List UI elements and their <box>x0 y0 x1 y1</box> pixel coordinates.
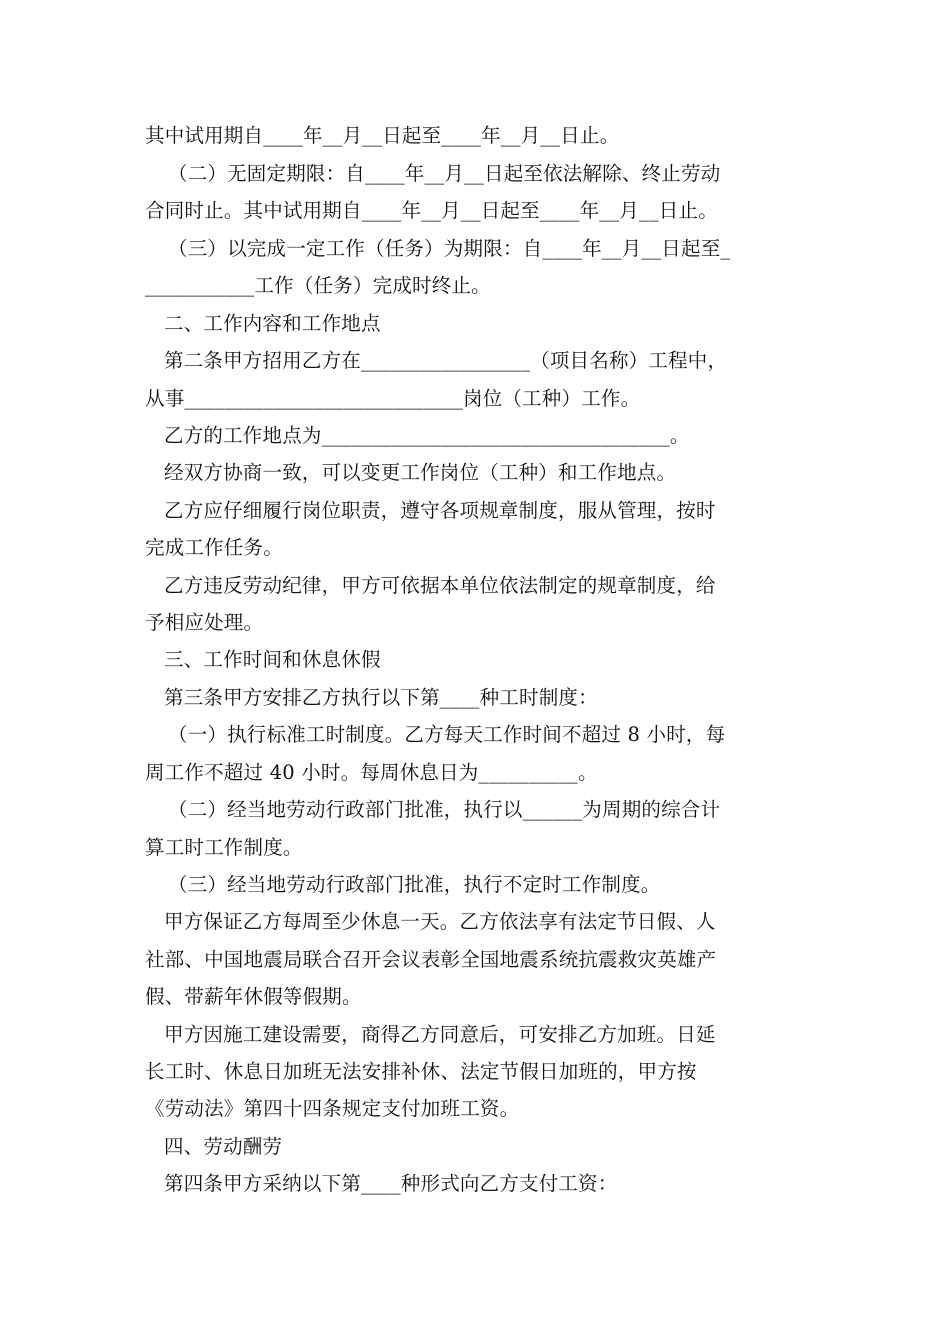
text-line: 乙方的工作地点为___________________________________。 <box>164 424 690 447</box>
text-line: 经双方协商一致，可以变更工作岗位（工种）和工作地点。 <box>164 461 677 484</box>
text-line: 甲方因施工建设需要，商得乙方同意后，可安排乙方加班。日延 <box>164 1023 716 1046</box>
text-line: 第二条甲方招用乙方在_________________（项目名称）工程中， <box>164 349 728 372</box>
text-line: ___________工作（任务）完成时终止。 <box>145 274 491 297</box>
text-line: （一）执行标准工时制度。乙方每天工作时间不超过 8 小时，每 <box>168 723 726 746</box>
text-line: 周工作不超过 40 小时。每周休息日为__________。 <box>145 761 598 784</box>
text-line: （二）经当地劳动行政部门批准，执行以______为周期的综合计 <box>168 798 721 821</box>
text-line: 完成工作任务。 <box>145 536 283 559</box>
text-line: 合同时止。其中试用期自____年__月__日起至____年__月__日止。 <box>145 199 718 222</box>
section-heading: 二、工作内容和工作地点 <box>164 312 381 335</box>
text-line: 第三条甲方安排乙方执行以下第____种工时制度： <box>164 686 598 709</box>
text-line: 第四条甲方采纳以下第____种形式向乙方支付工资： <box>164 1172 618 1195</box>
text-line: 假、带薪年休假等假期。 <box>145 985 362 1008</box>
text-line: 乙方违反劳动纪律，甲方可依据本单位依法制定的规章制度，给 <box>164 574 716 597</box>
text-line: 从事____________________________岗位（工种）工作。 <box>145 387 641 410</box>
section-heading: 三、工作时间和休息休假 <box>164 648 381 671</box>
text-line: （三）经当地劳动行政部门批准，执行不定时工作制度。 <box>168 873 661 896</box>
section-heading: 四、劳动酬劳 <box>164 1135 283 1158</box>
text-line: 予相应处理。 <box>145 611 264 634</box>
text-line: 甲方保证乙方每周至少休息一天。乙方依法享有法定节日假、人 <box>164 910 716 933</box>
text-line: 《劳动法》第四十四条规定支付加班工资。 <box>145 1097 520 1120</box>
text-line: 算工时工作制度。 <box>145 836 303 859</box>
text-line: （二）无固定期限：自____年__月__日起至依法解除、终止劳动 <box>168 162 721 185</box>
text-line: 长工时、休息日加班无法安排补休、法定节假日加班的，甲方按 <box>145 1060 697 1083</box>
text-line: 乙方应仔细履行岗位职责，遵守各项规章制度，服从管理，按时 <box>164 499 716 522</box>
text-line: （三）以完成一定工作（任务）为期限：自____年__月__日起至_ <box>168 237 731 260</box>
text-line: 社部、中国地震局联合召开会议表彰全国地震系统抗震救灾英雄产 <box>145 948 717 971</box>
text-line: 其中试用期自____年__月__日起至____年__月__日止。 <box>145 124 620 147</box>
